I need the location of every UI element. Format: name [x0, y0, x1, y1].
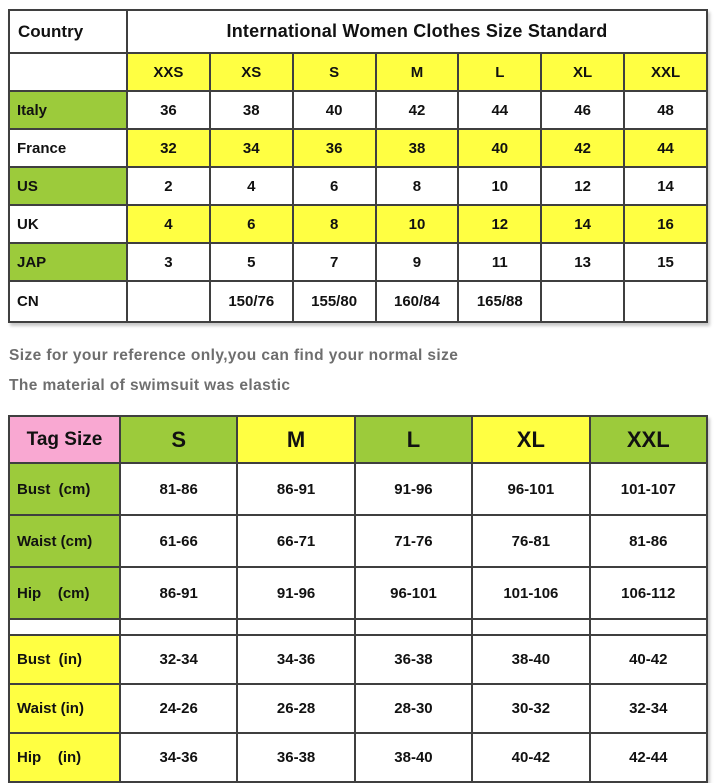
measure-value-cell: 101-107 [590, 463, 707, 515]
table-row [9, 205, 707, 243]
size-value-cell: 12 [458, 205, 541, 243]
tag-size-measurement-table [8, 415, 708, 783]
tag-size-header-cell: Tag Size [9, 416, 120, 463]
size-value-cell: 160/84 [376, 281, 459, 322]
table-row [9, 167, 707, 205]
size-value-cell: 4 [127, 205, 210, 243]
country-label-cell: US [9, 167, 127, 205]
measure-value-cell: 36-38 [237, 733, 354, 782]
country-label-cell: CN [9, 281, 127, 322]
size-value-cell: 34 [210, 129, 293, 167]
measure-value-cell: 71-76 [355, 515, 472, 567]
spacer-cell [355, 619, 472, 635]
size-value-cell: 14 [541, 205, 624, 243]
size-value-cell: 40 [293, 91, 376, 129]
country-label-cell: JAP [9, 243, 127, 281]
measure-value-cell: 24-26 [120, 684, 237, 733]
size-col-header: XXS [127, 53, 210, 91]
size-value-cell: 5 [210, 243, 293, 281]
spacer-label-cell [9, 619, 120, 635]
size-value-cell: 3 [127, 243, 210, 281]
size-standard-table [8, 9, 708, 323]
country-label-cell: France [9, 129, 127, 167]
size-value-cell: 4 [210, 167, 293, 205]
measure-value-cell: 101-106 [472, 567, 589, 619]
measure-value-cell: 86-91 [237, 463, 354, 515]
size-value-cell: 13 [541, 243, 624, 281]
measure-value-cell: 34-36 [237, 635, 354, 684]
measure-value-cell: 36-38 [355, 635, 472, 684]
size-col-header: S [293, 53, 376, 91]
measure-value-cell: 76-81 [472, 515, 589, 567]
size-table-title: International Women Clothes Size Standard [127, 10, 707, 53]
size-value-cell: 48 [624, 91, 707, 129]
tag-size-col-header: L [355, 416, 472, 463]
size-value-cell: 42 [376, 91, 459, 129]
measure-label-cell: Hip (in) [9, 733, 120, 782]
measure-label-cell: Bust (in) [9, 635, 120, 684]
size-value-cell: 44 [458, 91, 541, 129]
measure-value-cell: 96-101 [472, 463, 589, 515]
size-column-header-row [9, 53, 707, 91]
measure-label-cell: Hip (cm) [9, 567, 120, 619]
size-value-cell: 46 [541, 91, 624, 129]
table-row [9, 129, 707, 167]
size-value-cell: 36 [127, 91, 210, 129]
country-header-cell: Country [9, 10, 127, 53]
country-label-cell: Italy [9, 91, 127, 129]
table-row [9, 567, 707, 619]
measure-label-cell: Waist (in) [9, 684, 120, 733]
measure-value-cell: 30-32 [472, 684, 589, 733]
tag-size-col-header: XXL [590, 416, 707, 463]
size-col-header: XL [541, 53, 624, 91]
size-value-cell: 15 [624, 243, 707, 281]
size-value-cell: 165/88 [458, 281, 541, 322]
measure-value-cell: 38-40 [355, 733, 472, 782]
size-value-cell: 11 [458, 243, 541, 281]
measure-value-cell: 86-91 [120, 567, 237, 619]
table-row [9, 281, 707, 322]
measure-value-cell: 91-96 [237, 567, 354, 619]
tag-size-col-header: M [237, 416, 354, 463]
spacer-cell [120, 619, 237, 635]
measure-value-cell: 34-36 [120, 733, 237, 782]
tag-size-col-header: XL [472, 416, 589, 463]
size-value-cell: 38 [210, 91, 293, 129]
size-value-cell: 12 [541, 167, 624, 205]
measure-value-cell: 32-34 [120, 635, 237, 684]
size-col-header: XS [210, 53, 293, 91]
country-label-cell: UK [9, 205, 127, 243]
size-table-title-row [9, 10, 707, 53]
measure-value-cell: 40-42 [472, 733, 589, 782]
measure-value-cell: 81-86 [120, 463, 237, 515]
note-material: The material of swimsuit was elastic [9, 377, 291, 394]
table-row [9, 515, 707, 567]
notes-block [8, 341, 708, 401]
measure-value-cell: 66-71 [237, 515, 354, 567]
size-value-cell: 32 [127, 129, 210, 167]
measure-value-cell: 32-34 [590, 684, 707, 733]
size-value-cell: 38 [376, 129, 459, 167]
size-col-header: XXL [624, 53, 707, 91]
size-value-cell: 150/76 [210, 281, 293, 322]
measure-value-cell: 38-40 [472, 635, 589, 684]
size-value-cell: 2 [127, 167, 210, 205]
table-row [9, 684, 707, 733]
tag-size-header-row [9, 416, 707, 463]
measure-value-cell: 26-28 [237, 684, 354, 733]
size-value-cell: 9 [376, 243, 459, 281]
note-reference: Size for your reference only,you can find your normal size [9, 347, 459, 364]
table-row [9, 635, 707, 684]
size-value-cell: 42 [541, 129, 624, 167]
size-value-cell: 8 [376, 167, 459, 205]
table-row [9, 243, 707, 281]
tag-size-col-header: S [120, 416, 237, 463]
size-value-cell [127, 281, 210, 322]
measure-value-cell: 28-30 [355, 684, 472, 733]
spacer-cell [472, 619, 589, 635]
table-row [9, 91, 707, 129]
size-col-header: L [458, 53, 541, 91]
measure-value-cell: 96-101 [355, 567, 472, 619]
size-value-cell: 8 [293, 205, 376, 243]
spacer-cell [590, 619, 707, 635]
size-value-cell: 6 [210, 205, 293, 243]
size-value-cell [541, 281, 624, 322]
size-value-cell: 6 [293, 167, 376, 205]
measure-value-cell: 40-42 [590, 635, 707, 684]
size-value-cell: 44 [624, 129, 707, 167]
measure-label-cell: Waist (cm) [9, 515, 120, 567]
size-value-cell: 36 [293, 129, 376, 167]
measure-value-cell: 81-86 [590, 515, 707, 567]
table-row [9, 619, 707, 635]
measure-value-cell: 106-112 [590, 567, 707, 619]
spacer-cell [237, 619, 354, 635]
measure-value-cell: 91-96 [355, 463, 472, 515]
measure-value-cell: 61-66 [120, 515, 237, 567]
size-value-cell: 40 [458, 129, 541, 167]
measure-value-cell: 42-44 [590, 733, 707, 782]
blank-corner-cell [9, 53, 127, 91]
size-value-cell: 10 [376, 205, 459, 243]
size-value-cell: 7 [293, 243, 376, 281]
size-value-cell: 10 [458, 167, 541, 205]
size-value-cell: 155/80 [293, 281, 376, 322]
table-row [9, 733, 707, 782]
size-value-cell: 14 [624, 167, 707, 205]
size-col-header: M [376, 53, 459, 91]
size-value-cell [624, 281, 707, 322]
size-value-cell: 16 [624, 205, 707, 243]
table-row [9, 463, 707, 515]
measure-label-cell: Bust (cm) [9, 463, 120, 515]
